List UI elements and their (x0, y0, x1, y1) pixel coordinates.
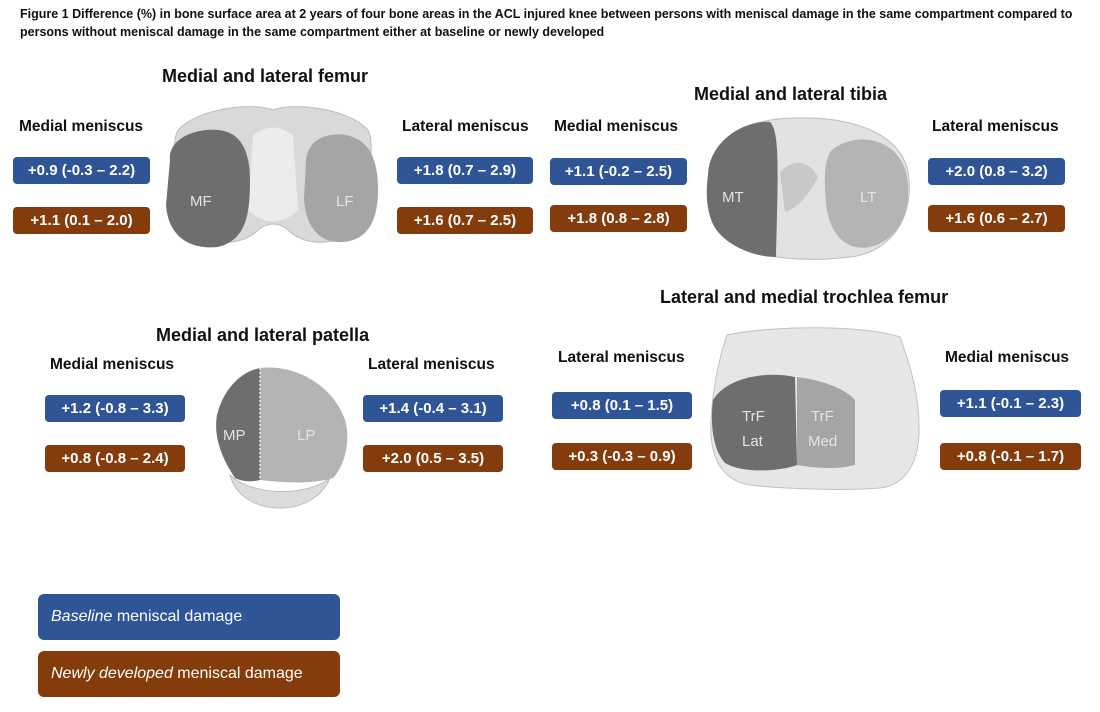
trochlea-right-label: Medial meniscus (945, 349, 1070, 366)
legend-baseline (38, 594, 340, 640)
trochlea-lateral-new-value: +0.3 (-0.3 – 0.9) (552, 443, 692, 470)
tibia-lateral-baseline-value: +2.0 (0.8 – 3.2) (928, 158, 1065, 185)
femur-lateral-region-label: LF (336, 193, 354, 210)
trochlea-left-label: Lateral meniscus (558, 349, 685, 366)
femur-medial-baseline-value: +0.9 (-0.3 – 2.2) (13, 157, 150, 184)
legend-newly-developed (38, 651, 340, 697)
femur-title: Medial and lateral femur (162, 66, 369, 86)
trochlea-medial-baseline-value: +1.1 (-0.1 – 2.3) (940, 390, 1081, 417)
patella-medial-region (216, 368, 260, 481)
patella-right-label: Lateral meniscus (368, 356, 495, 373)
patella-medial-region-label: MP (223, 427, 246, 444)
femur-lateral-baseline-value: +1.8 (0.7 – 2.9) (397, 157, 533, 184)
femur-left-label: Medial meniscus (19, 118, 144, 135)
trochlea-lateral-region-label-line2: Lat (742, 433, 763, 450)
femur-medial-region (166, 130, 250, 248)
tibia-medial-new-value: +1.8 (0.8 – 2.8) (550, 205, 687, 232)
patella-lateral-region (260, 368, 347, 483)
legend-baseline-emphasis: Baseline (51, 608, 113, 625)
tibia-medial-baseline-value: +1.1 (-0.2 – 2.5) (550, 158, 687, 185)
tibia-lateral-region-label: LT (860, 189, 877, 206)
femur-lateral-new-value: +1.6 (0.7 – 2.5) (397, 207, 533, 234)
tibia-lateral-new-value: +1.6 (0.6 – 2.7) (928, 205, 1065, 232)
femur-lateral-region (304, 134, 378, 242)
tibia-left-label: Medial meniscus (554, 118, 679, 135)
trochlea-lateral-baseline-value: +0.8 (0.1 – 1.5) (552, 392, 692, 419)
patella-left-label: Medial meniscus (50, 356, 175, 373)
femur-right-label: Lateral meniscus (402, 118, 529, 135)
trochlea-bone-image (705, 325, 925, 493)
legend-new-text: meniscal damage (172, 665, 303, 682)
patella-lateral-new-value: +2.0 (0.5 – 3.5) (363, 445, 503, 472)
trochlea-title: Lateral and medial trochlea femur (660, 287, 949, 307)
tibia-right-label: Lateral meniscus (932, 118, 1059, 135)
femur-medial-new-value: +1.1 (0.1 – 2.0) (13, 207, 150, 234)
femur-medial-region-label: MF (190, 193, 212, 210)
trochlea-medial-region-label-line2: Med (808, 433, 838, 450)
tibia-bone-image (700, 112, 915, 262)
tibia-title: Medial and lateral tibia (694, 84, 888, 104)
patella-medial-new-value: +0.8 (-0.8 – 2.4) (45, 445, 185, 472)
legend-new-emphasis: Newly developed (51, 665, 173, 682)
patella-lateral-region-label: LP (297, 427, 316, 444)
figure-caption: Figure 1 Difference (%) in bone surface area at 2 years of four bone areas in the ACL injured knee between persons with meniscal damage in the same compartment compared to persons without meniscal damage in the same compartment either at baseline or newly developed (20, 7, 1073, 39)
trochlea-medial-region-label-line1: TrF (811, 408, 834, 425)
patella-lateral-baseline-value: +1.4 (-0.4 – 3.1) (363, 395, 503, 422)
trochlea-lateral-region-label-line1: TrF (742, 408, 765, 425)
femur-bone-image (158, 100, 388, 250)
patella-medial-baseline-value: +1.2 (-0.8 – 3.3) (45, 395, 185, 422)
trochlea-medial-new-value: +0.8 (-0.1 – 1.7) (940, 443, 1081, 470)
patella-title: Medial and lateral patella (156, 325, 370, 345)
legend-baseline-text: meniscal damage (112, 608, 243, 625)
patella-bone-image (205, 360, 355, 510)
tibia-medial-region-label: MT (722, 189, 744, 206)
